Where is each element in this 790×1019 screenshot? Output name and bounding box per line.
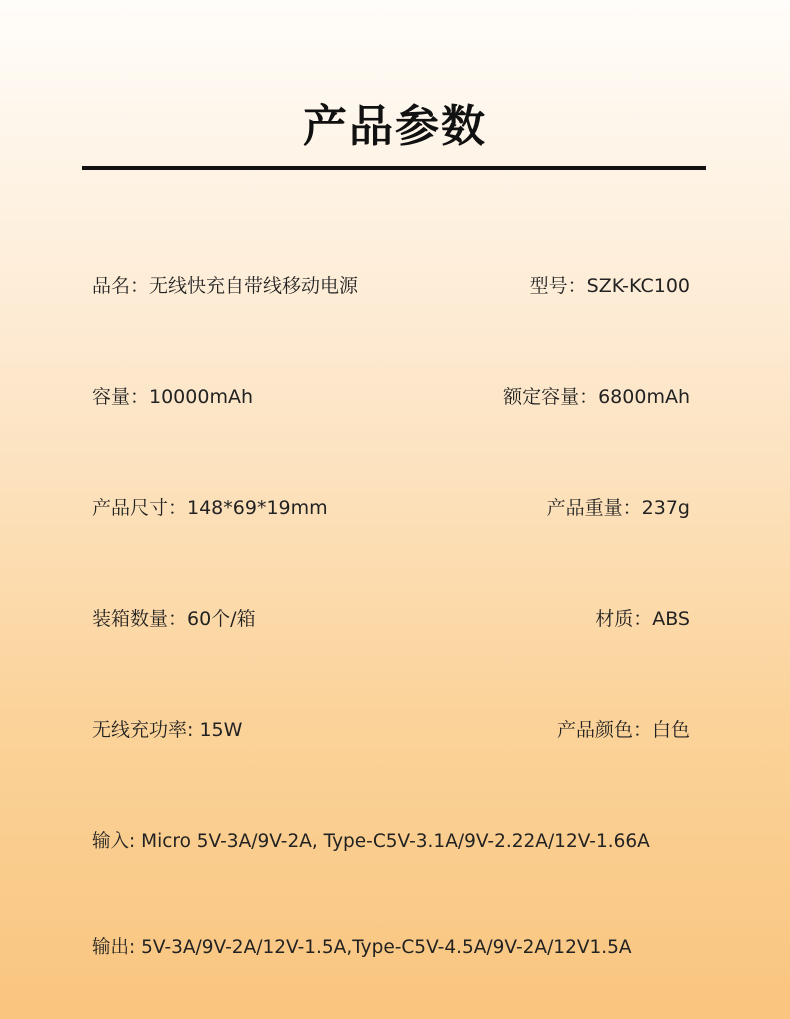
- spec-weight: 产品重量：237g: [546, 497, 690, 519]
- spec-row-capacity: [92, 382, 698, 412]
- spec-row-packing-material: [92, 604, 698, 634]
- spec-size: 产品尺寸：148*69*19mm: [92, 497, 328, 519]
- spec-capacity: 容量：10000mAh: [92, 386, 253, 408]
- spec-row-output: [92, 933, 698, 963]
- title-divider: [82, 166, 706, 170]
- spec-color: 产品颜色：白色: [556, 719, 690, 741]
- spec-packing-quantity: 装箱数量：60个/箱: [92, 608, 256, 630]
- spec-product-name: 品名：无线快充自带线移动电源: [92, 275, 359, 297]
- spec-row-wireless-color: [92, 715, 698, 745]
- spec-input: 输入: Micro 5V-3A/9V-2A, Type-C5V-3.1A/9V-2.22A/12V-1.66A: [92, 831, 650, 852]
- spec-material: 材质：ABS: [595, 608, 690, 630]
- page-title: 产品参数: [303, 101, 487, 152]
- spec-rated-capacity: 额定容量：6800mAh: [503, 386, 690, 408]
- spec-row-size-weight: [92, 493, 698, 523]
- spec-row-name-model: [92, 271, 698, 301]
- spec-model: 型号：SZK-KC100: [529, 275, 690, 297]
- spec-output: 输出: 5V-3A/9V-2A/12V-1.5A,Type-C5V-4.5A/9V-2A/12V1.5A: [92, 937, 632, 958]
- spec-wireless-power: 无线充功率: 15W: [92, 719, 243, 741]
- spec-row-input: [92, 827, 698, 857]
